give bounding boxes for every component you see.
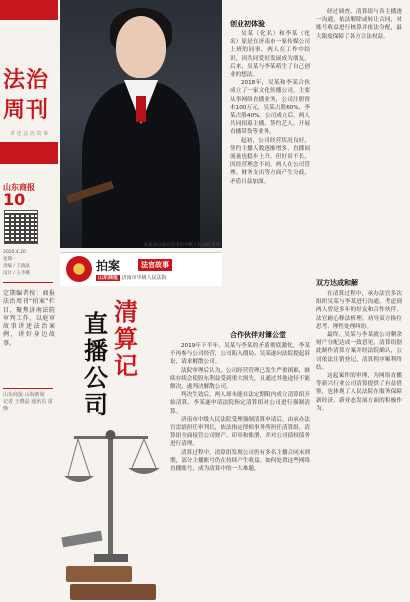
article-paragraph: 判决生效后，两人却未能在法定期限内成立清算组开始清算。李某遂申请法院指定清算组对公司进行强制清算。 <box>170 392 310 415</box>
masthead-title-line1: 法治 <box>3 68 50 93</box>
column-logo-court: 济南市中级人民法院 <box>121 275 167 281</box>
section-title: 双方达成和解 <box>316 279 358 287</box>
column-logo <box>60 252 222 286</box>
headline-char: 公 <box>84 363 108 392</box>
brand-name: 山东商报 <box>3 183 35 192</box>
photo-caption: 本案承办法官济南市中级人民法院雷婧 <box>143 243 220 248</box>
headline-char: 算 <box>114 324 138 353</box>
article-paragraph: 这起案件的审理，为网络直播等新兴行业公司清算提供了有益借鉴，也体现了人民法院在服务保障新经济、新业态发展方面的积极作为。 <box>316 373 402 412</box>
article-paragraph: 法院审理后认为，公司经营管理已发生严重困难，继续存续会使股东利益受到重大损失，且通过其他途径不能解决，遂判决解散公司。 <box>170 367 310 391</box>
headline-char: 直 <box>84 309 108 338</box>
masthead-top-band <box>0 0 58 20</box>
headline-char: 记 <box>114 351 138 380</box>
article-paragraph: 济南市中级人民法院受理强制清算申请后，由承办法官雷婧担任审判长，依法指定律师事务所担任清算组。清算组全面接管公司财产、印章和账册，并对公司债权债务进行清理。 <box>170 416 310 448</box>
divider <box>3 388 53 389</box>
column-logo-tag: 法官故事 <box>138 259 172 271</box>
article-paragraph: 2019年下半年，吴某与李某的矛盾彻底激化，李某不再参与公司经营，公司陷入僵局。吴某遂向法院提起诉讼，请求解散公司。 <box>170 343 310 366</box>
judge-photo <box>60 0 222 248</box>
masthead-column <box>0 0 58 602</box>
headline-red <box>112 298 140 379</box>
article-column <box>230 30 310 328</box>
reporter-line1: 山东商报·山海新闻 <box>3 392 45 398</box>
section-title: 合作伙伴对簿公堂 <box>230 331 286 339</box>
headline-char: 播 <box>84 336 108 365</box>
headline-black <box>82 310 110 418</box>
headline-char: 司 <box>84 390 108 419</box>
issue-number: 10 <box>3 190 26 209</box>
masthead-red-band <box>0 142 58 164</box>
headline-char: 清 <box>114 297 138 326</box>
article-column <box>316 8 402 272</box>
designer-credit: 设计 / 王李娜 <box>3 271 30 276</box>
masthead-title-line2: 周刊 <box>3 98 50 123</box>
qr-code-icon <box>4 210 38 244</box>
issue-weekday: 星期一 <box>3 257 17 262</box>
article-paragraph: 2018年，吴某和李某合伙成立了一家文化传播公司，主要从事网络直播业务，公司注册资本100万元，吴某占股60%，李某占股40%。公司成立后，两人共同招募主播、签约艺人，开展直播带货等业务。 <box>230 80 310 136</box>
masthead-title <box>3 66 55 126</box>
article-paragraph: 清算过程中，清算组发现公司仍有多名主播合同未到期，部分主播账号仍在持续产生收益。如何处置这些网络直播账号，成为清算中的一大难题。 <box>170 449 310 473</box>
scales-of-justice-icon <box>60 418 162 602</box>
column-logo-main: 拍案 <box>96 259 121 273</box>
editor-credit: 责编 / 王晓晶 <box>3 264 30 269</box>
court-seal-icon <box>66 256 92 282</box>
article-paragraph: 起初，公司经营状况良好，签约主播人数逐渐增多，直播间流量也稳步上升。但好景不长，因经营理念不同，两人在公司管理、财务支出等方面产生分歧，矛盾日益加深。 <box>230 137 310 185</box>
article-column <box>316 290 402 596</box>
article-paragraph: 吴某（化名）和李某（化名）原是在济南市一家传媒公司上班的同事，两人在工作中结识，因共同爱好发展成为朋友。后来，吴某与李某萌生了自己创业的想法。 <box>230 31 310 79</box>
masthead-subtitle: 讲 述 法 治 故 事 <box>10 131 48 137</box>
divider <box>3 282 53 283</box>
column-logo-sub <box>96 274 167 281</box>
intro-text: 定期编者按：商报法治周刊“拍案”栏目，聚焦济南法院审判工作，以庭审故事讲述法治案例，讲好身边故事。 <box>3 290 55 347</box>
issue-date: 2020.4.20 <box>3 250 26 255</box>
article-paragraph: 在清算过程中，承办法官多次组织吴某与李某进行沟通。考虑到两人曾是多年的好友和合作伙伴，法官耐心释法析理，劝导双方换位思考、理性处理纠纷。 <box>316 291 402 330</box>
article-column <box>170 342 310 598</box>
reporter-line2: 记者 王晓晶 通讯员 雷焕 <box>3 399 53 412</box>
article-paragraph: 经过调查，清算组与各主播逐一沟通，依法解除或转让合同，对账号收益进行核算并依法分配，最大限度保障了各方合法权益。 <box>316 9 402 40</box>
column-logo-brand: 山东商报 <box>98 275 119 281</box>
article-paragraph: 最终，吴某与李某就公司剩余财产分配达成一致意见，清算组据此制作清算方案并经法院确认，公司依法注销登记，清算程序顺利终结。 <box>316 332 402 371</box>
section-title: 创业初体验 <box>230 20 265 28</box>
